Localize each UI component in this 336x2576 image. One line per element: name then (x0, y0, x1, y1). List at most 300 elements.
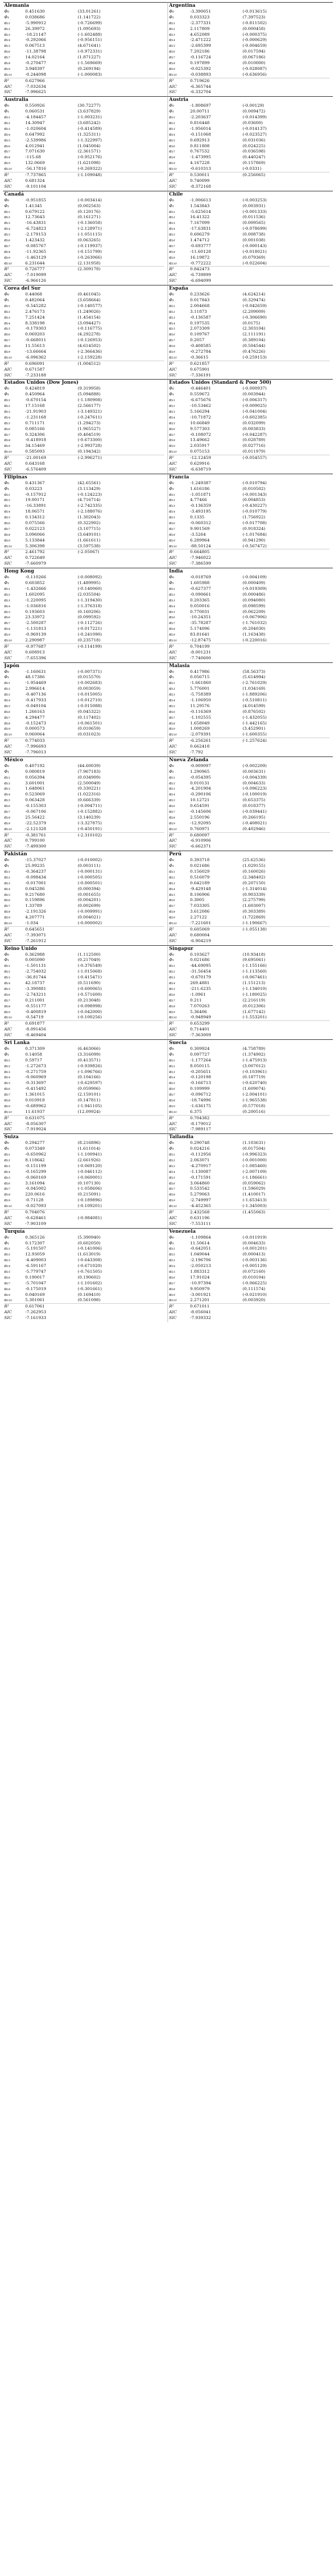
statistic-value (78, 89, 130, 95)
coefficient-row (169, 963, 330, 969)
coefficient-row (169, 1169, 330, 1175)
statistic-value (78, 184, 130, 190)
coefficient-row (4, 680, 164, 686)
coefficient-value: -0.027093 (25, 1203, 46, 1209)
statistic-value: (3.658664) (78, 297, 101, 302)
statistic-value: (-0.100019) (243, 792, 267, 797)
country-name: Estados Unidos (Standard & Poor 500) (169, 380, 272, 386)
country-name: Venezuela (169, 1229, 196, 1234)
coefficient-row (169, 709, 330, 715)
coefficient-value: -6.739899 (190, 272, 211, 278)
coefficient-value: -0.407136 (25, 692, 46, 697)
coefficient-row (4, 781, 164, 786)
statistic-value: (-2.366436) (78, 349, 102, 354)
coefficient-value: -1.006613 (190, 197, 211, 202)
parameter-name: α₁₇ (4, 243, 10, 248)
coefficient-value: 0.362988 (25, 952, 45, 957)
coefficient-value: -1.109864 (190, 1234, 211, 1240)
parameter-name: α₁₆ (4, 1274, 10, 1280)
coefficient-row (169, 138, 330, 144)
country-name: Canadá (4, 191, 24, 197)
statistic-value: (0.027716) (243, 443, 266, 448)
coefficient-row (169, 669, 330, 675)
coefficient-value: -7.386599 (190, 561, 211, 566)
statistic-value (243, 1116, 295, 1121)
coefficient-value: -115.68 (25, 155, 41, 160)
statistic-value: (-0.119937) (78, 243, 102, 248)
parameter-name: AIC (169, 1310, 177, 1315)
coefficient-row (4, 1192, 164, 1198)
coefficient-row (4, 132, 164, 138)
statistic-value: (0.903339) (243, 892, 266, 897)
coefficient-row (4, 1303, 164, 1310)
country-block (3, 662, 168, 757)
parameter-name: α₁₃ (4, 503, 10, 508)
parameter-name: α₁₈ (4, 249, 10, 254)
parameter-name: α₁₃ (4, 126, 10, 131)
statistic-value: (-0.015088) (78, 703, 102, 708)
parameter-name: α₁₅ (169, 703, 175, 708)
statistic-value (243, 84, 295, 90)
coefficient-row (169, 1269, 330, 1275)
coefficient-value: -7.553111 (190, 1221, 211, 1226)
statistic-value: (2.131958) (78, 260, 101, 265)
coefficient-value: -4.270917 (190, 1163, 211, 1168)
coefficient-value: -2.203637 (190, 115, 211, 120)
coefficient-value: -5.701047 (25, 1280, 46, 1285)
coefficient-value: 0.190017 (25, 1274, 45, 1280)
parameter-name: R² (169, 643, 174, 649)
coefficient-row (4, 309, 164, 315)
coefficient-row (169, 933, 330, 938)
coefficient-value: 0.680004 (190, 932, 210, 937)
coefficient-row (169, 1263, 330, 1269)
coefficient-value: 0.080819 (25, 769, 45, 774)
coefficient-value: -7.221601 (190, 921, 211, 926)
parameter-name: α₁₅ (4, 892, 10, 897)
parameter-name: α₁₆ (4, 49, 10, 54)
coefficient-row (4, 243, 164, 249)
parameter-name: α₁₇ (169, 526, 175, 531)
coefficient-row (169, 72, 330, 78)
parameter-name: α₁₁ (169, 963, 175, 968)
statistic-value: (-0.571600) (78, 991, 102, 997)
parameter-name: α₁₄ (4, 509, 10, 514)
parameter-name: α₁₃ (4, 409, 10, 414)
statistic-value: (-1.569669) (78, 60, 102, 66)
coefficient-value: 0.109999 (190, 1086, 210, 1091)
coefficient-value: 0.617061 (25, 1304, 45, 1309)
parameter-name: α₁₆ (4, 426, 10, 431)
coefficient-value: 4.294477 (25, 714, 45, 720)
coefficient-row (169, 49, 330, 55)
statistic-value: (1.596029) (243, 1186, 266, 1191)
coefficient-value: 0.067513 (25, 43, 45, 48)
parameter-name: α₁₁ (4, 963, 10, 968)
parameter-name: α₁₃ (4, 220, 10, 226)
coefficient-value: 2.063071 (190, 1157, 210, 1162)
coefficient-value: 0.010918 (25, 1097, 45, 1102)
coefficient-value: -15.37027 (25, 857, 46, 863)
coefficient-row (169, 892, 330, 898)
statistic-value: (0.010000) (243, 60, 266, 66)
statistic-value: (-0.067461) (243, 975, 267, 980)
coefficient-row (4, 826, 164, 832)
coefficient-value: 0.696091 (25, 361, 45, 366)
country-block (168, 1039, 333, 1133)
coefficient-value: 2.476173 (25, 309, 45, 314)
coefficient-value: -6.724823 (25, 226, 46, 231)
parameter-name: α₁₈ (4, 814, 10, 820)
coefficient-row (169, 278, 330, 284)
statistic-value: (-1.186661) (243, 1174, 267, 1180)
coefficient-row (169, 455, 330, 461)
parameter-name: α₁₅ (169, 798, 175, 803)
coefficient-row (169, 721, 330, 727)
coefficient-row (169, 957, 330, 963)
statistic-value: (58.56373) (243, 669, 266, 674)
statistic-value: (1.302043) (78, 515, 101, 520)
coefficient-row (4, 903, 164, 909)
parameter-name: α₁₃ (169, 1163, 175, 1168)
country-block (168, 568, 333, 662)
coefficient-value: -8.091456 (25, 1027, 46, 1032)
statistic-value: (0.194342) (78, 449, 101, 454)
coefficient-value: -7.919024 (25, 1127, 46, 1132)
coefficient-row (169, 863, 330, 869)
statistic-value: (1.022316) (78, 792, 101, 797)
coefficient-value: -0.060169 (25, 1174, 46, 1180)
coefficient-row (169, 421, 330, 426)
parameter-name: α₁₇ (169, 338, 175, 343)
statistic-value: (3.685242) (78, 120, 101, 126)
parameter-name: SIC (4, 466, 12, 472)
coefficient-row (4, 249, 164, 255)
coefficient-row (4, 986, 164, 992)
coefficient-value: -35.78287 (190, 620, 211, 626)
coefficient-value: 7.033305 (190, 903, 210, 908)
parameter-name: α₁₅ (4, 798, 10, 803)
coefficient-value: -0.025392 (190, 66, 211, 71)
statistic-value (243, 744, 295, 750)
parameter-name: α₁₁₀ (169, 71, 177, 77)
country-name: Argentina (169, 3, 196, 8)
statistic-value (243, 656, 295, 661)
coefficient-row (169, 43, 330, 49)
coefficient-value: -0.152473 (25, 720, 46, 725)
coefficient-value: -11.60128 (190, 249, 211, 254)
statistic-value: (0.511690) (78, 980, 101, 986)
statistic-value: (-0.008092) (78, 575, 102, 580)
coefficient-row (4, 821, 164, 826)
parameter-name: Φ₀ (4, 1046, 9, 1051)
coefficient-value: -12.87475 (190, 637, 211, 642)
coefficient-row (4, 26, 164, 32)
coefficient-row (169, 604, 330, 609)
statistic-value: (0.0175) (243, 320, 260, 325)
coefficient-row (4, 437, 164, 443)
coefficient-row (169, 643, 330, 650)
parameter-name: α₁₁ (169, 397, 175, 403)
coefficient-value: -8.372168 (190, 183, 211, 189)
statistic-value: (0.003631) (243, 769, 266, 774)
coefficient-row (4, 1020, 164, 1027)
parameter-name: Φ₁ (169, 1240, 174, 1245)
parameter-name: α₁₁₀ (169, 826, 177, 831)
parameter-name: α₁₈ (4, 531, 10, 537)
statistic-value: (7.397523) (243, 14, 266, 19)
parameter-name: AIC (4, 461, 12, 466)
coefficient-row (4, 397, 164, 403)
coefficient-value: -0.165299 (25, 1169, 46, 1174)
parameter-name: α₁₃ (169, 597, 175, 602)
coefficient-value: 0.482064 (25, 297, 45, 302)
coefficient-row (4, 172, 164, 178)
parameter-name: Φ₁ (4, 957, 9, 963)
coefficient-row (169, 952, 330, 958)
country-name: Pakistán (4, 852, 27, 857)
coefficient-value: 0.760971 (190, 826, 210, 831)
coefficient-value: 0.033323 (190, 14, 210, 19)
coefficient-row (169, 915, 330, 921)
coefficient-row (4, 592, 164, 598)
statistic-value: (5.614994) (243, 674, 266, 680)
statistic-value: (1.103631) (243, 1140, 266, 1146)
coefficient-value: 3.601001 (25, 780, 45, 785)
parameter-name: Φ₁ (169, 1051, 174, 1057)
parameter-name: Φ₁ (4, 486, 9, 491)
coefficient-row (169, 586, 330, 592)
statistic-value: (0.011536) (243, 214, 266, 220)
coefficient-value: 10.66849 (190, 420, 210, 425)
parameter-name: α₁₉ (169, 443, 175, 448)
coefficient-row (4, 321, 164, 326)
coefficient-value: -1.272673 (25, 1063, 46, 1068)
coefficient-value: -7.655396 (25, 655, 46, 660)
statistic-value: (-0.039441) (243, 809, 267, 814)
parameter-name: α₁₈ (169, 1192, 175, 1197)
statistic-value (78, 1116, 130, 1121)
country-block (168, 191, 333, 285)
parameter-name: α₁₁ (169, 774, 175, 780)
country-name: Perú (169, 852, 182, 857)
statistic-value: (2.159101) (78, 1092, 101, 1097)
coefficient-row (4, 555, 164, 561)
coefficient-row (169, 832, 330, 839)
coefficient-row (169, 78, 330, 84)
coefficient-row (4, 549, 164, 555)
coefficient-value: 1.658049 (190, 720, 210, 725)
coefficient-value: -1.020604 (25, 126, 46, 131)
statistic-value: (2.500049) (78, 780, 101, 785)
parameter-name: Φ₁ (4, 674, 9, 680)
coefficient-value: 0.1335 (190, 515, 205, 520)
statistic-value: (-0.415471) (78, 975, 102, 980)
coefficient-value: 0.631075 (25, 1115, 45, 1120)
parameter-name: Φ₁ (169, 486, 174, 491)
coefficient-row (4, 561, 164, 567)
statistic-value: (-0.141006) (78, 1246, 102, 1251)
coefficient-row (4, 103, 164, 109)
parameter-name: Φ₁ (4, 392, 9, 397)
coefficient-row (4, 544, 164, 549)
statistic-value: (0.036598) (243, 149, 266, 154)
coefficient-row (169, 615, 330, 620)
statistic-value: (0.653375) (243, 798, 266, 803)
parameter-name: α₁₈ (4, 343, 10, 349)
statistic-value: (-0.004711) (78, 803, 102, 809)
parameter-name: α₁₅ (169, 43, 175, 48)
statistic-value: (0.03600) (243, 120, 263, 126)
coefficient-row (169, 886, 330, 892)
coefficient-value: -0.292066 (25, 37, 46, 43)
statistic-value: (10.93418) (243, 952, 266, 957)
coefficient-row (169, 980, 330, 986)
coefficient-value: -7.262953 (25, 1310, 46, 1315)
coefficient-value: -0.017001 (25, 880, 46, 885)
parameter-name: R² (169, 455, 174, 461)
coefficient-row (169, 575, 330, 580)
coefficient-row (4, 455, 164, 461)
statistic-value: (-1.000083) (78, 71, 102, 77)
statistic-value: (-1.442165) (243, 720, 267, 725)
parameter-name: R² (4, 738, 9, 743)
parameter-name: α₁₆ (169, 897, 175, 903)
parameter-name: α₁₂ (169, 214, 175, 220)
coefficient-value: 0.005090 (25, 957, 45, 963)
coefficient-value: -12.92095 (190, 820, 211, 825)
coefficient-row (4, 492, 164, 498)
statistic-value: (-0.126953) (78, 338, 102, 343)
parameter-name: α₁₈ (4, 909, 10, 914)
statistic-value (78, 373, 130, 379)
coefficient-value: -0.551177 (25, 1003, 46, 1008)
coefficient-row (169, 109, 330, 115)
coefficient-value: -0.977687 (25, 643, 46, 649)
parameter-name: α₁₃ (4, 692, 10, 697)
coefficient-value: 3.948397 (25, 66, 45, 71)
coefficient-row (4, 426, 164, 432)
parameter-name: α₁₉ (4, 1292, 10, 1297)
country-block (3, 2, 168, 96)
parameter-name: α₁₁₀ (169, 543, 177, 548)
parameter-name: Φ₀ (4, 386, 9, 391)
coefficient-row (169, 592, 330, 598)
coefficient-value: 0.309924 (190, 1046, 210, 1051)
parameter-name: α₁₁₀ (4, 71, 12, 77)
coefficient-row (169, 343, 330, 349)
coefficient-row (4, 798, 164, 803)
statistic-value (78, 84, 130, 90)
statistic-value: (0.028789) (243, 437, 266, 443)
coefficient-value: 19.00171 (25, 497, 45, 503)
coefficient-value: 4.167228 (190, 160, 210, 166)
statistic-value (78, 78, 130, 84)
parameter-name: α₁₆ (4, 897, 10, 903)
coefficient-value: -0.772222 (190, 260, 211, 265)
statistic-value (243, 361, 295, 367)
statistic-value: (-0.269322) (78, 166, 102, 171)
parameter-name: α₁₉ (169, 820, 175, 825)
parameter-name: AIC (169, 1027, 177, 1032)
coefficient-row (4, 232, 164, 238)
parameter-name: α₁₈ (169, 626, 175, 631)
parameter-name: Φ₁ (4, 297, 9, 302)
parameter-name: α₁₈ (169, 1286, 175, 1291)
statistic-value: (0.010659) (78, 726, 101, 731)
coefficient-row (169, 650, 330, 656)
statistic-value: (-0.247611) (78, 414, 102, 420)
parameter-name: α₁₁ (4, 492, 10, 497)
coefficient-row (4, 255, 164, 261)
coefficient-row (4, 126, 164, 132)
statistic-value: (-0.414589) (78, 126, 102, 131)
coefficient-value: 1.361015 (25, 1092, 45, 1097)
statistic-value: (-1.101602) (78, 1280, 102, 1285)
statistic-value: (4.624214) (243, 292, 266, 297)
parameter-name: SIC (4, 561, 12, 566)
coefficient-value: 16.41322 (190, 214, 210, 220)
parameter-name: R² (169, 549, 174, 555)
coefficient-value: 0.59717 (25, 1057, 43, 1062)
statistic-value (243, 750, 295, 755)
coefficient-row (4, 497, 164, 503)
coefficient-value: 0.679122 (25, 209, 45, 214)
statistic-value: (0.079369) (243, 254, 266, 260)
coefficient-value: 0.393718 (190, 857, 210, 863)
coefficient-value: 1.543843 (190, 203, 210, 208)
statistic-value: (0.024225) (243, 143, 266, 148)
coefficient-value: -0.650962 (25, 1152, 46, 1157)
coefficient-row (169, 126, 330, 132)
parameter-name: α₁₈ (169, 437, 175, 443)
statistic-value: (-0.956151) (78, 37, 102, 43)
parameter-name: α₁₄ (169, 414, 175, 420)
coefficient-row (4, 278, 164, 284)
statistic-value: (-0.012710) (78, 697, 102, 702)
statistic-value: (-0.124223) (78, 492, 102, 497)
coefficient-value: 0.585093 (25, 449, 45, 454)
country-block (3, 945, 168, 1039)
coefficient-value: 5.279063 (190, 1192, 210, 1197)
coefficient-value: 10.12721 (190, 798, 210, 803)
statistic-value: (2.111191) (243, 332, 266, 337)
coefficient-value: 0.050016 (190, 603, 210, 608)
parameter-name: AIC (169, 932, 177, 937)
parameter-name: α₁₃ (169, 692, 175, 697)
coefficient-row (169, 998, 330, 1004)
coefficient-value: 0.2057 (190, 338, 205, 343)
coefficient-row (169, 1181, 330, 1187)
statistic-value: (-0.067906) (243, 615, 267, 620)
parameter-name: SIC (169, 278, 177, 283)
parameter-name: α₁₂ (169, 403, 175, 408)
coefficient-row (169, 1215, 330, 1221)
parameter-name: α₁₄ (169, 886, 175, 891)
statistic-value: (-0.259153) (243, 354, 267, 360)
coefficient-row (4, 792, 164, 798)
parameter-name: Φ₁ (169, 109, 174, 114)
coefficient-value: 3.064860 (190, 1180, 210, 1185)
coefficient-row (169, 1033, 330, 1038)
coefficient-row (4, 1058, 164, 1064)
statistic-value: (4.614502) (78, 343, 101, 349)
coefficient-row (169, 1152, 330, 1158)
coefficient-value: 0.211001 (25, 997, 45, 1003)
coefficient-value: -7.737865 (25, 172, 46, 178)
statistic-value: (-0.004339) (243, 774, 267, 780)
statistic-value: (-0.005129) (243, 1263, 267, 1269)
